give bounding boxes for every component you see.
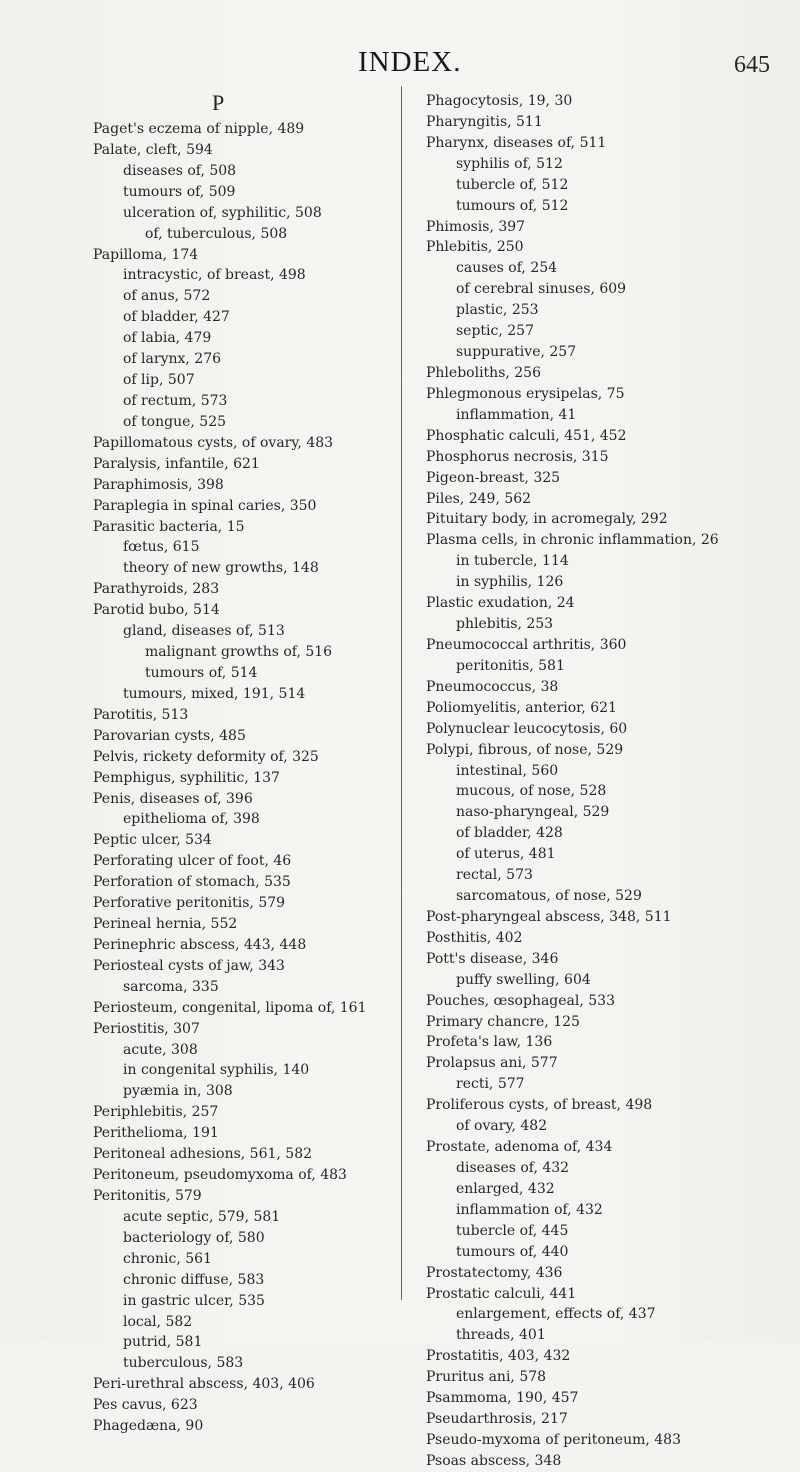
index-entry: Plastic exudation, 24 <box>426 595 575 612</box>
index-subentry: in congenital syphilis, 140 <box>123 1062 310 1079</box>
index-subentry: of ovary, 482 <box>456 1118 548 1135</box>
index-entry: Pelvis, rickety deformity of, 325 <box>93 748 319 765</box>
index-subentry: tumours of, 514 <box>145 664 258 681</box>
index-entry: Perforative peritonitis, 579 <box>93 895 286 912</box>
index-subentry: fœtus, 615 <box>123 539 200 556</box>
index-entry: Phosphorus necrosis, 315 <box>426 448 609 465</box>
index-entry: Post-pharyngeal abscess, 348, 511 <box>426 908 672 925</box>
index-subentry: acute septic, 579, 581 <box>123 1208 281 1225</box>
index-entry: Prostatitis, 403, 432 <box>426 1348 571 1365</box>
index-subentry: tumours of, 512 <box>456 197 569 214</box>
index-subentry: tumours of, 509 <box>123 183 236 200</box>
index-entry: Paget's eczema of nipple, 489 <box>93 121 305 137</box>
index-entry: Peritonitis, 579 <box>93 1188 202 1205</box>
index-subentry: intestinal, 560 <box>456 762 559 779</box>
index-subentry: tuberculous, 583 <box>123 1355 244 1372</box>
index-entry: Phagocytosis, 19, 30 <box>426 93 573 109</box>
index-subentry: naso-pharyngeal, 529 <box>456 804 610 821</box>
index-entry: Psammoma, 190, 457 <box>426 1390 579 1407</box>
index-entry: Peritoneal adhesions, 561, 582 <box>93 1146 313 1163</box>
index-entry: Perithelioma, 191 <box>93 1125 219 1142</box>
index-entry: Phlegmonous erysipelas, 75 <box>426 385 625 402</box>
index-subentry: phlebitis, 253 <box>456 616 554 633</box>
index-entry: Prostatic calculi, 441 <box>426 1285 577 1302</box>
index-column-right <box>426 91 796 1472</box>
index-entry: Pemphigus, syphilitic, 137 <box>93 769 280 786</box>
index-entry: Pharynx, diseases of, 511 <box>426 134 607 151</box>
index-column-left <box>93 119 367 1437</box>
index-subentry: in tubercle, 114 <box>456 553 569 570</box>
index-subentry: peritonitis, 581 <box>456 657 565 674</box>
index-subentry: putrid, 581 <box>123 1334 203 1351</box>
index-entry: Poliomyelitis, anterior, 621 <box>426 699 617 716</box>
index-entry: Peritoneum, pseudomyxoma of, 483 <box>93 1167 347 1184</box>
index-subentry: enlarged, 432 <box>456 1180 555 1197</box>
index-entry: Periosteum, congenital, lipoma of, 161 <box>93 999 367 1016</box>
index-subentry: of lip, 507 <box>123 372 195 389</box>
index-subentry: mucous, of nose, 528 <box>456 783 607 800</box>
index-subentry: of anus, 572 <box>123 288 211 305</box>
index-subentry: syphilis of, 512 <box>456 155 563 172</box>
index-subentry: chronic diffuse, 583 <box>123 1271 265 1288</box>
index-subentry: inflammation, 41 <box>456 406 577 423</box>
index-entry: Palate, cleft, 594 <box>93 141 213 158</box>
index-entry: Periosteal cysts of jaw, 343 <box>93 957 285 974</box>
index-entry: Paraphimosis, 398 <box>93 476 224 493</box>
index-entry: Papilloma, 174 <box>93 246 199 263</box>
index-subentry: sarcoma, 335 <box>123 978 219 995</box>
index-subentry: suppurative, 257 <box>456 344 577 361</box>
index-subentry: local, 582 <box>123 1313 193 1330</box>
index-subentry: tumours of, 440 <box>456 1243 569 1260</box>
index-entry: Parotid bubo, 514 <box>93 602 220 619</box>
index-entry: Primary chancre, 125 <box>426 1013 580 1030</box>
section-letter: P <box>212 90 225 115</box>
index-entry: Polypi, fibrous, of nose, 529 <box>426 741 624 758</box>
index-subentry: causes of, 254 <box>456 260 558 277</box>
index-entry: Phagedæna, 90 <box>93 1418 204 1435</box>
index-subentry: threads, 401 <box>456 1327 546 1344</box>
index-entry: Papillomatous cysts, of ovary, 483 <box>93 434 334 451</box>
index-entry: Perineal hernia, 552 <box>93 916 238 933</box>
index-entry: Phlebitis, 250 <box>426 239 524 256</box>
index-entry: Proliferous cysts, of breast, 498 <box>426 1097 653 1114</box>
index-subentry: in gastric ulcer, 535 <box>123 1292 265 1309</box>
index-subentry: of uterus, 481 <box>456 846 556 863</box>
index-entry: Periostitis, 307 <box>93 1020 200 1037</box>
index-subentry: of tongue, 525 <box>123 413 227 430</box>
index-subentry: theory of new growths, 148 <box>123 560 319 577</box>
column-divider <box>401 86 402 1300</box>
index-subentry: intracystic, of breast, 498 <box>123 267 306 284</box>
index-subentry: of labia, 479 <box>123 330 212 347</box>
index-entry: Pneumococcus, 38 <box>426 678 559 695</box>
running-title: INDEX. <box>358 46 462 78</box>
index-entry: Pneumococcal arthritis, 360 <box>426 636 627 653</box>
index-subentry: malignant growths of, 516 <box>145 644 333 661</box>
index-entry: Prolapsus ani, 577 <box>426 1055 558 1072</box>
index-subentry: tubercle of, 512 <box>456 176 569 193</box>
index-subentry: gland, diseases of, 513 <box>123 623 285 640</box>
index-entry: Profeta's law, 136 <box>426 1034 553 1051</box>
index-subentry: plastic, 253 <box>456 302 539 319</box>
index-entry: Perinephric abscess, 443, 448 <box>93 936 307 953</box>
index-subentry: pyæmia in, 308 <box>123 1083 233 1100</box>
index-subentry: ulceration of, syphilitic, 508 <box>123 204 322 221</box>
index-entry: Parathyroids, 283 <box>93 581 220 598</box>
index-entry: Pouches, œsophageal, 533 <box>426 992 615 1009</box>
index-entry: Phleboliths, 256 <box>426 364 541 381</box>
index-entry: Prostate, adenoma of, 434 <box>426 1139 613 1156</box>
index-subentry: acute, 308 <box>123 1041 198 1058</box>
index-entry: Peri-urethral abscess, 403, 406 <box>93 1376 315 1393</box>
index-subentry: of cerebral sinuses, 609 <box>456 281 627 298</box>
index-entry: Pes cavus, 623 <box>93 1397 198 1414</box>
index-subentry: septic, 257 <box>456 323 534 340</box>
index-subentry: tubercle of, 445 <box>456 1222 569 1239</box>
index-subentry: inflammation of, 432 <box>456 1201 603 1218</box>
index-entry: Posthitis, 402 <box>426 929 523 946</box>
index-entry: Paraplegia in spinal caries, 350 <box>93 497 317 514</box>
index-subentry: of, tuberculous, 508 <box>145 225 288 242</box>
index-entry: Pigeon-breast, 325 <box>426 469 561 486</box>
index-subentry: rectal, 573 <box>456 867 533 884</box>
index-entry: Pituitary body, in acromegaly, 292 <box>426 511 668 528</box>
index-subentry: of larynx, 276 <box>123 351 222 368</box>
index-subentry: puffy swelling, 604 <box>456 971 591 988</box>
index-entry: Parasitic bacteria, 15 <box>93 518 245 535</box>
index-subentry: epithelioma of, 398 <box>123 811 260 828</box>
index-entry: Perforation of stomach, 535 <box>93 874 291 891</box>
index-entry: Paralysis, infantile, 621 <box>93 455 260 472</box>
index-entry: Penis, diseases of, 396 <box>93 790 253 807</box>
index-entry: Pharyngitis, 511 <box>426 113 543 130</box>
index-subentry: in syphilis, 126 <box>456 574 564 591</box>
index-subentry: enlargement, effects of, 437 <box>456 1306 656 1323</box>
index-subentry: diseases of, 432 <box>456 1160 570 1177</box>
index-entry: Plasma cells, in chronic inflammation, 26 <box>426 532 719 549</box>
index-entry: Periphlebitis, 257 <box>93 1104 219 1121</box>
index-entry: Pseudo-myxoma of peritoneum, 483 <box>426 1432 681 1448</box>
index-subentry: sarcomatous, of nose, 529 <box>456 888 642 905</box>
index-entry: Pruritus ani, 578 <box>426 1369 547 1386</box>
index-entry: Peptic ulcer, 534 <box>93 832 212 849</box>
index-entry: Polynuclear leucocytosis, 60 <box>426 720 628 737</box>
index-entry: Phimosis, 397 <box>426 218 526 235</box>
index-entry: Perforating ulcer of foot, 46 <box>93 853 292 870</box>
index-subentry: chronic, 561 <box>123 1250 212 1267</box>
index-entry: Parotitis, 513 <box>93 706 189 723</box>
index-subentry: tumours, mixed, 191, 514 <box>123 685 306 702</box>
index-entry: Phosphatic calculi, 451, 452 <box>426 427 627 444</box>
index-subentry: of rectum, 573 <box>123 392 228 409</box>
index-entry: Prostatectomy, 436 <box>426 1264 563 1281</box>
index-subentry: of bladder, 427 <box>123 309 230 326</box>
index-entry: Pott's disease, 346 <box>426 950 559 967</box>
index-entry: Psoas abscess, 348 <box>426 1452 562 1469</box>
index-subentry: bacteriology of, 580 <box>123 1229 265 1246</box>
index-subentry: of bladder, 428 <box>456 825 563 842</box>
index-subentry: recti, 577 <box>456 1076 525 1093</box>
index-entry: Piles, 249, 562 <box>426 490 532 507</box>
index-entry: Pseudarthrosis, 217 <box>426 1411 568 1428</box>
index-subentry: diseases of, 508 <box>123 162 237 179</box>
index-entry: Parovarian cysts, 485 <box>93 727 246 744</box>
page-number: 645 <box>734 52 770 78</box>
